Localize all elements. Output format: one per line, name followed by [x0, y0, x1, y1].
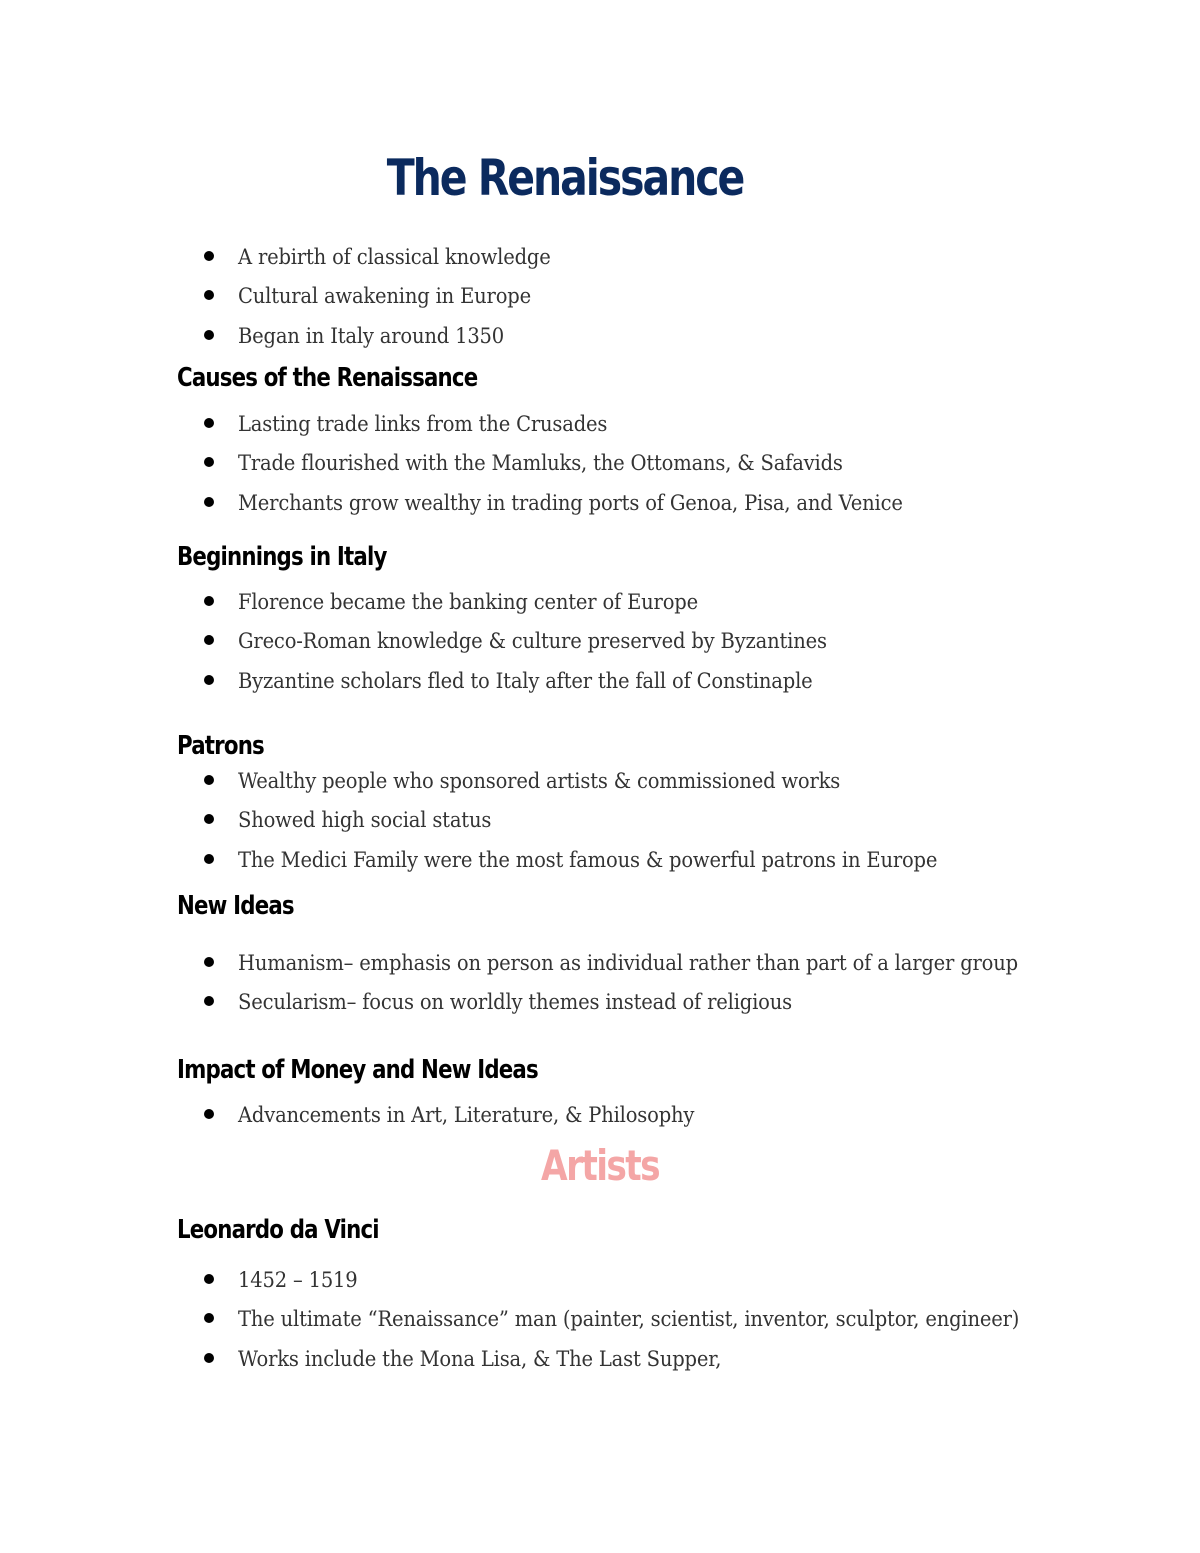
bullet-icon — [204, 1274, 214, 1284]
bullet-icon — [204, 854, 214, 864]
page-title: The Renaissance — [386, 149, 744, 207]
bullet-icon — [204, 251, 214, 261]
bullet-icon — [204, 418, 214, 428]
document-page: The Renaissance A rebirth of classical knowledge Cultural awakening in Europe Began in Italy around 1350 Causes of the Renaissance Lasting trade links from the Crusades Trade flourished with the Mamluks, the Ottomans, & Safavids Merchants grow wealthy in trading ports of Genoa, Pisa, and Venice Beginnings in Italy Florence became the banking center of Europe Greco-Roman knowledge & culture preserved by Byzantines Byzantine scholars fled to Italy after the fall of Constinaple Patrons Wealthy people who sponsored artists & commissioned works Showed high social status The Medici Family were the most famous & powerful patrons in Europe New Ideas Humanism– emphasis on person as individual rather than part of a larger group Secularism– focus on worldly themes instead of religious Impact of Money and New Ideas Advancements in Art, Literature, & Philosophy Artists Leonardo da Vinci 1452 – 1519 The ultimate “Renaissance” man (painter, scientist, inventor, sculptor, engineer) Works include the Mona Lisa, & The Last Supper, — [0, 0, 1200, 1553]
bullet-icon — [204, 996, 214, 1006]
section-heading-patrons: Patrons — [177, 731, 264, 761]
section-heading-causes: Causes of the Renaissance — [177, 363, 478, 393]
bullet-icon — [204, 457, 214, 467]
bullet-icon — [204, 596, 214, 606]
bullet-icon — [204, 330, 214, 340]
artists-title: Artists — [541, 1141, 659, 1190]
bullet-icon — [204, 675, 214, 685]
bullet-icon — [204, 635, 214, 645]
bullet-icon — [204, 1109, 214, 1119]
section-heading-new-ideas: New Ideas — [177, 891, 294, 921]
artist-heading-leonardo: Leonardo da Vinci — [177, 1215, 379, 1245]
section-heading-impact: Impact of Money and New Ideas — [177, 1055, 538, 1085]
section-heading-beginnings: Beginnings in Italy — [177, 542, 387, 572]
bullet-icon — [204, 497, 214, 507]
bullet-icon — [204, 814, 214, 824]
bullet-icon — [204, 957, 214, 967]
bullet-icon — [204, 775, 214, 785]
bullet-icon — [204, 1353, 214, 1363]
bullet-icon — [204, 290, 214, 300]
bullet-icon — [204, 1313, 214, 1323]
